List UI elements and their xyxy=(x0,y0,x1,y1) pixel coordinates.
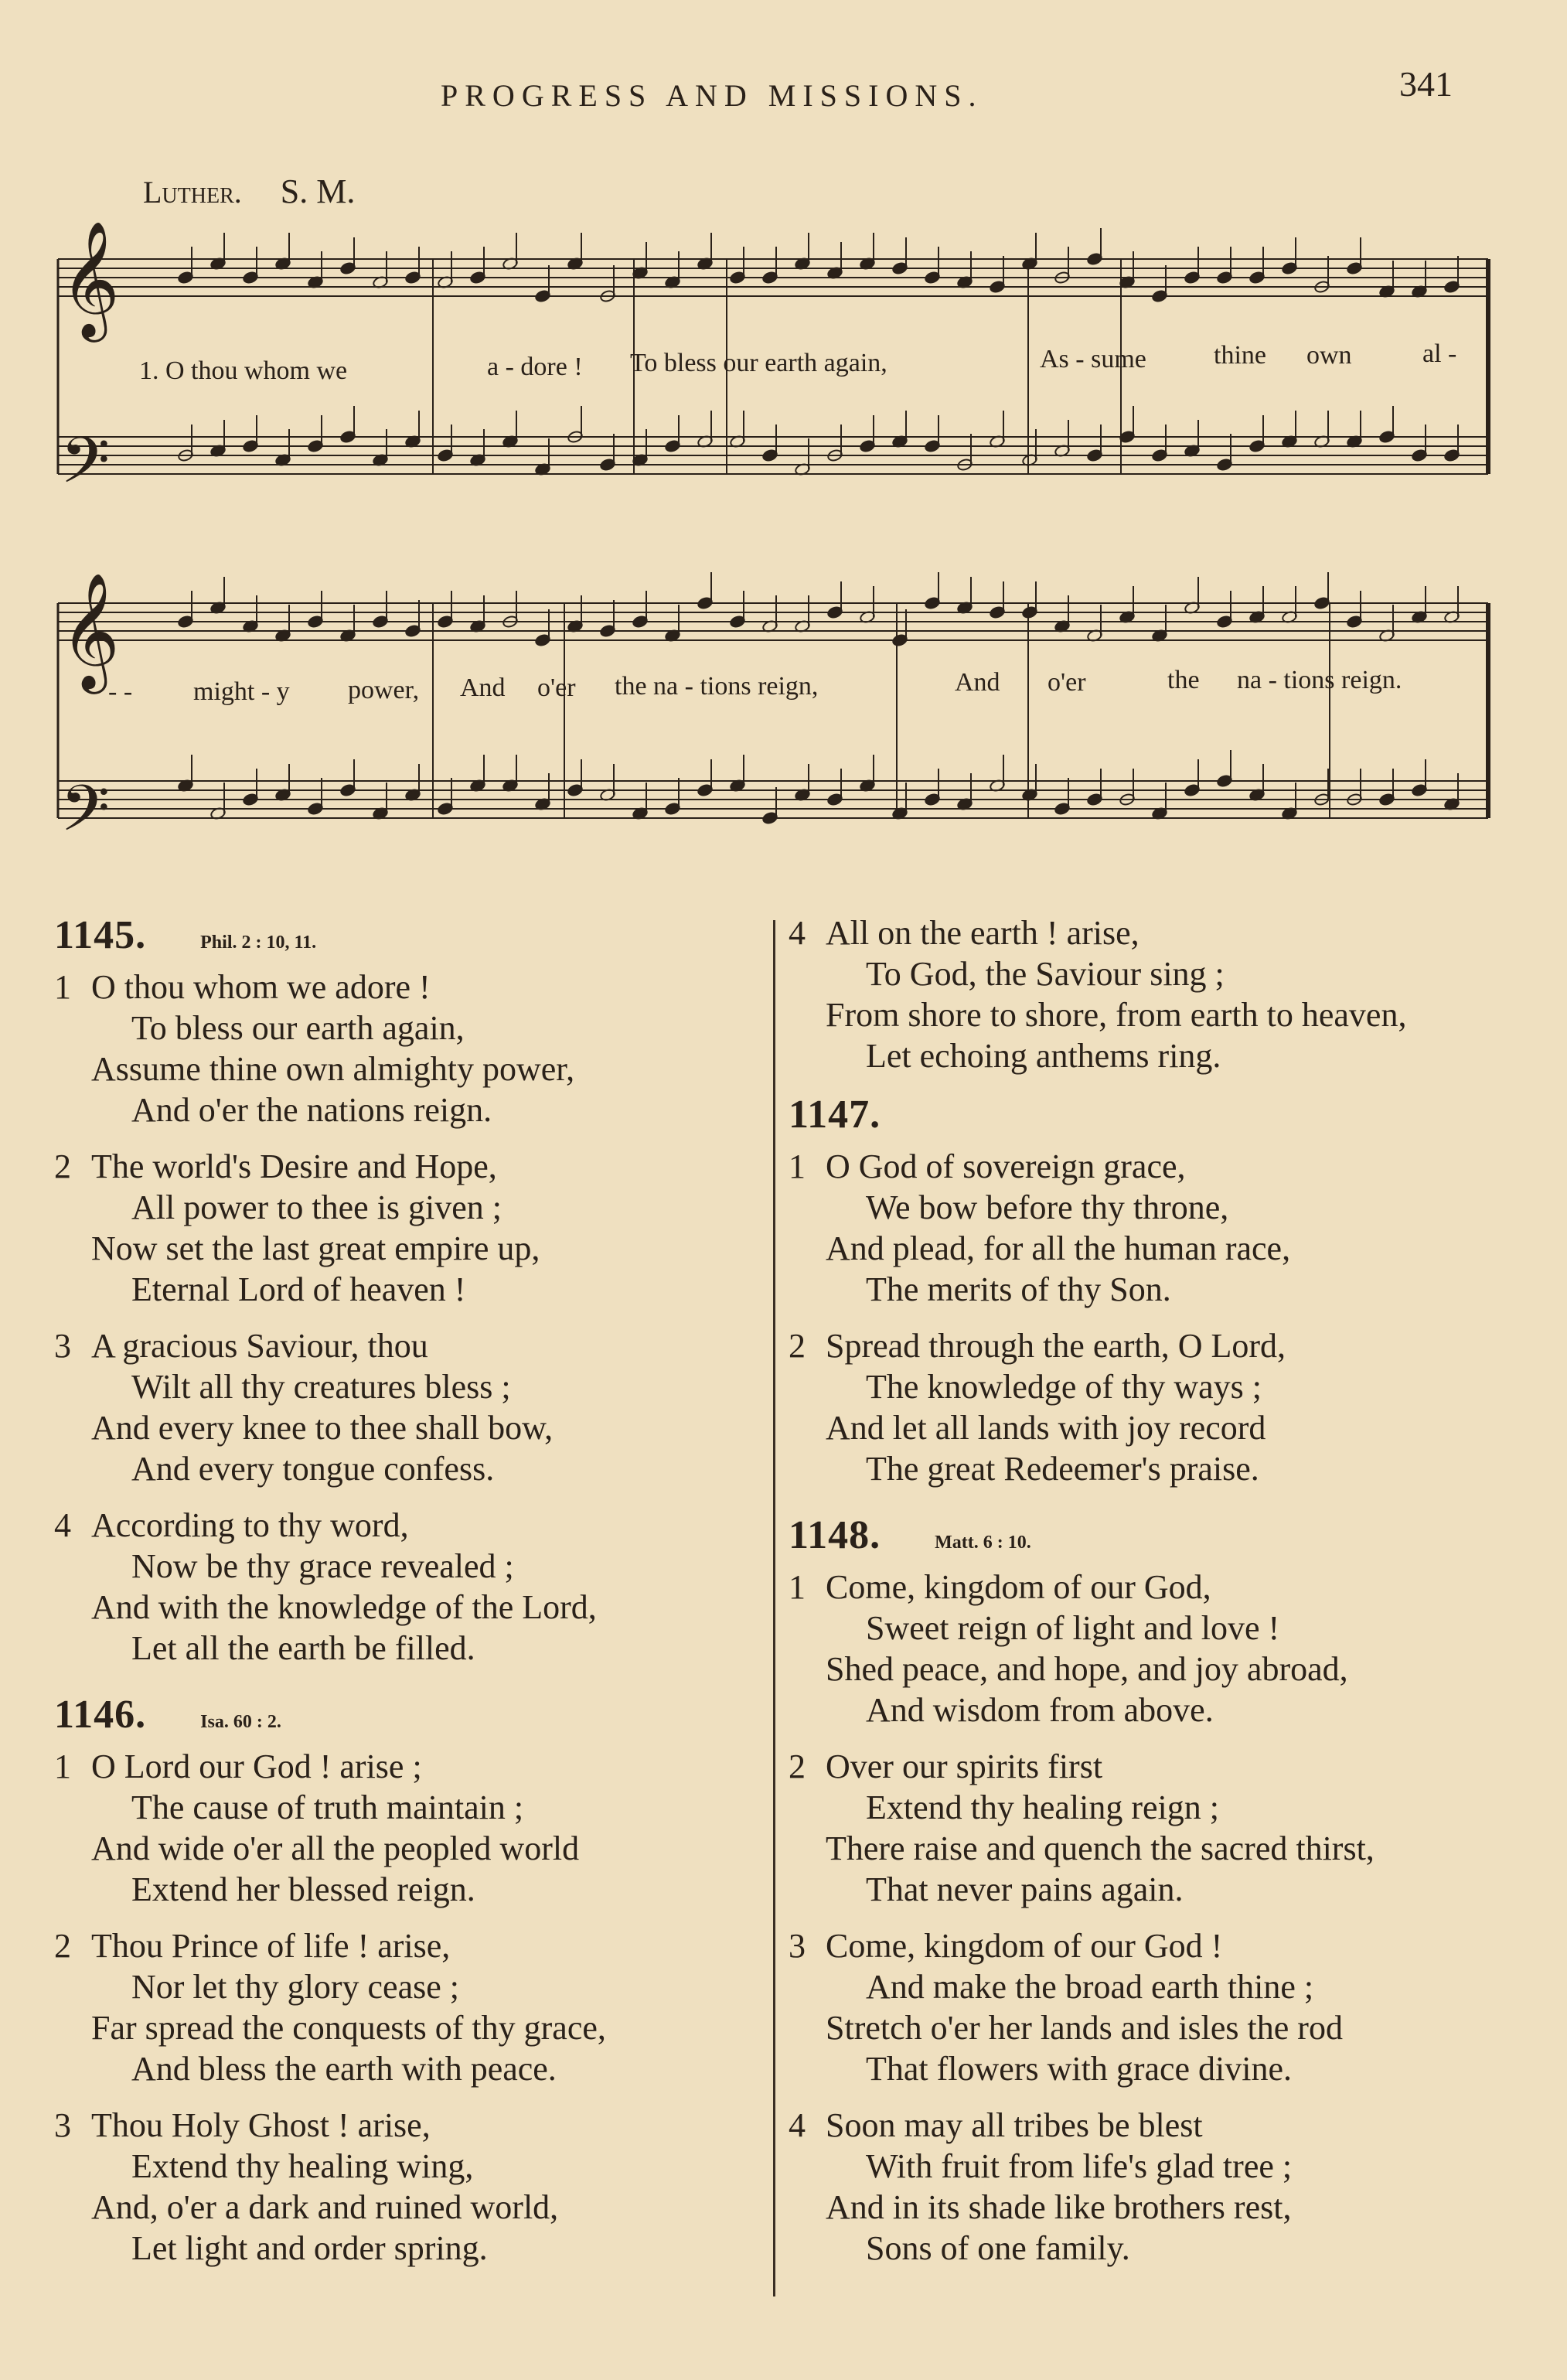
verse-number: 2 xyxy=(789,1747,806,1785)
hymn-line: Soon may all tribes be blest xyxy=(826,2106,1203,2144)
verse-number: 2 xyxy=(54,1147,71,1185)
stanza xyxy=(54,1925,765,2089)
lyric-syllable: 1. O thou whom we xyxy=(139,356,348,385)
hymn-line: Now set the last great empire up, xyxy=(91,1229,540,1267)
right-column xyxy=(789,912,1554,2284)
stanza xyxy=(54,1146,765,1310)
lyric-syllable: a - dore ! xyxy=(487,353,583,381)
hymn-header xyxy=(54,1692,765,1746)
svg-text:𝄞: 𝄞 xyxy=(60,571,120,689)
music-score xyxy=(0,0,1567,889)
hymn-line: Nor let thy glory cease ; xyxy=(131,1968,459,2006)
lyric-syllable: o'er xyxy=(1048,668,1086,697)
lyric-syllable: na - tions reign. xyxy=(1237,666,1402,694)
hymn-line: Let all the earth be filled. xyxy=(131,1629,475,1667)
hymn-line: That flowers with grace divine. xyxy=(866,2050,1293,2088)
stanza xyxy=(789,1746,1554,1910)
stanza xyxy=(54,1505,765,1669)
lyric-syllable: To bless our earth again, xyxy=(630,349,887,377)
hymn-line: Far spread the conquests of thy grace, xyxy=(91,2009,606,2047)
treble-clef-icon xyxy=(60,571,120,694)
hymn-line: Let echoing anthems ring. xyxy=(866,1037,1221,1075)
stanza xyxy=(789,2105,1554,2269)
lyric-syllable: And xyxy=(955,668,1000,697)
hymn-line: And plead, for all the human race, xyxy=(826,1229,1291,1267)
lyric-syllable: own xyxy=(1306,341,1352,370)
tune-meter: S. M. xyxy=(280,172,356,210)
stanza xyxy=(789,1146,1554,1310)
hymn-line: Extend her blessed reign. xyxy=(131,1870,475,1908)
hymn-number: 1146. xyxy=(54,1693,147,1737)
verse-number: 3 xyxy=(54,1327,71,1365)
hymn-line: Thou Prince of life ! arise, xyxy=(91,1927,451,1965)
hymn-line: The world's Desire and Hope, xyxy=(91,1147,497,1185)
stanza xyxy=(789,912,1554,1076)
hymn-header xyxy=(789,1512,1554,1567)
verse-number: 1 xyxy=(54,968,71,1006)
hymn-line: O Lord our God ! arise ; xyxy=(91,1747,422,1785)
svg-text:𝄢: 𝄢 xyxy=(60,771,111,861)
lyric-syllable: - - xyxy=(108,677,133,706)
lyric-syllable: power, xyxy=(348,676,420,704)
note-heads xyxy=(177,228,1460,825)
hymn-line: And with the knowledge of the Lord, xyxy=(91,1588,597,1626)
hymn-line: To God, the Saviour sing ; xyxy=(866,955,1225,993)
hymn-line: Extend thy healing reign ; xyxy=(866,1788,1219,1826)
stanza xyxy=(54,1746,765,1910)
running-title: PROGRESS AND MISSIONS. xyxy=(441,78,983,113)
hymn-line: And o'er the nations reign. xyxy=(131,1091,492,1129)
hymn-line: The cause of truth maintain ; xyxy=(131,1788,524,1826)
hymn-line: Over our spirits first xyxy=(826,1747,1103,1785)
hymn-line: Eternal Lord of heaven ! xyxy=(131,1270,466,1308)
bass-clef-icon xyxy=(60,423,110,513)
hymn-1146 xyxy=(54,1692,765,2269)
hymn-header xyxy=(54,912,765,967)
hymn-line: Shed peace, and hope, and joy abroad, xyxy=(826,1650,1348,1688)
lyric-syllable: As - sume xyxy=(1040,345,1146,373)
verse-number: 4 xyxy=(54,1506,71,1544)
hymn-line: All on the earth ! arise, xyxy=(826,914,1139,952)
verse-number: 2 xyxy=(789,1327,806,1365)
svg-text:𝄞: 𝄞 xyxy=(60,220,120,337)
hymn-line: The merits of thy Son. xyxy=(866,1270,1171,1308)
lyrics-system-2 xyxy=(108,666,1402,706)
hymn-line: O thou whom we adore ! xyxy=(91,968,431,1006)
lyric-syllable: thine xyxy=(1214,341,1266,370)
verse-number: 3 xyxy=(54,2106,71,2144)
hymn-line: That never pains again. xyxy=(866,1870,1184,1908)
hymn-1145 xyxy=(54,912,765,1669)
hymn-line: To bless our earth again, xyxy=(131,1009,465,1047)
stanza xyxy=(54,967,765,1130)
hymn-line: Sweet reign of light and love ! xyxy=(866,1609,1280,1647)
hymn-1147 xyxy=(789,1092,1554,1489)
scripture-reference: Phil. 2 : 10, 11. xyxy=(200,933,317,953)
hymn-line: Come, kingdom of our God ! xyxy=(826,1927,1223,1965)
hymn-line: And wide o'er all the peopled world xyxy=(91,1829,580,1867)
verse-number: 1 xyxy=(789,1147,806,1185)
hymn-number: 1145. xyxy=(54,913,147,957)
hymn-line: According to thy word, xyxy=(91,1506,409,1544)
hymn-line: Come, kingdom of our God, xyxy=(826,1568,1211,1606)
page-number: 341 xyxy=(1399,64,1453,104)
hymn-line: And let all lands with joy record xyxy=(826,1409,1266,1447)
verse-number: 2 xyxy=(54,1927,71,1965)
lyric-syllable: al - xyxy=(1422,339,1457,368)
tune-name: Luther. xyxy=(143,175,242,210)
stanza xyxy=(789,1325,1554,1489)
verse-number: 3 xyxy=(789,1927,806,1965)
hymn-number: 1147. xyxy=(789,1093,881,1137)
hymn-line: A gracious Saviour, thou xyxy=(91,1327,428,1365)
lyric-syllable: the na - tions reign, xyxy=(615,672,819,701)
hymn-line: Spread through the earth, O Lord, xyxy=(826,1327,1286,1365)
column-divider xyxy=(773,920,775,2296)
hymn-line: Extend thy healing wing, xyxy=(131,2147,474,2185)
hymn-1148 xyxy=(789,1512,1554,2269)
hymn-line: Let light and order spring. xyxy=(131,2229,488,2267)
verse-number: 1 xyxy=(789,1568,806,1606)
treble-clef-icon xyxy=(60,220,120,343)
verse-number: 4 xyxy=(789,2106,806,2144)
staff-lines xyxy=(58,259,1488,818)
verse-number: 1 xyxy=(54,1747,71,1785)
hymn-line: And make the broad earth thine ; xyxy=(866,1968,1314,2006)
hymn-line: With fruit from life's glad tree ; xyxy=(866,2147,1293,2185)
hymn-line: Sons of one family. xyxy=(866,2229,1130,2267)
hymn-line: Wilt all thy creatures bless ; xyxy=(131,1368,511,1406)
stanza xyxy=(54,1325,765,1489)
hymn-line: Now be thy grace revealed ; xyxy=(131,1547,514,1585)
bass-clef-icon xyxy=(60,771,110,861)
hymn-line: The great Redeemer's praise. xyxy=(866,1450,1259,1488)
stanza xyxy=(789,1925,1554,2089)
lyric-syllable: o'er xyxy=(537,673,576,702)
hymn-line: Thou Holy Ghost ! arise, xyxy=(91,2106,431,2144)
hymn-line: And every tongue confess. xyxy=(131,1450,495,1488)
svg-text:𝄢: 𝄢 xyxy=(60,423,111,513)
lyric-syllable: the xyxy=(1167,666,1200,694)
hymn-line: And every knee to thee shall bow, xyxy=(91,1409,554,1447)
hymn-line: And, o'er a dark and ruined world, xyxy=(91,2188,559,2226)
hymn-line: And in its shade like brothers rest, xyxy=(826,2188,1292,2226)
hymn-line: And wisdom from above. xyxy=(866,1691,1214,1729)
hymn-line: The knowledge of thy ways ; xyxy=(866,1368,1262,1406)
lyric-syllable: might - y xyxy=(193,677,290,706)
lyric-syllable: And xyxy=(460,673,506,702)
hymn-number: 1148. xyxy=(789,1513,881,1557)
hymn-line: O God of sovereign grace, xyxy=(826,1147,1186,1185)
hymn-line: We bow before thy throne, xyxy=(866,1188,1229,1226)
lyrics-system-1 xyxy=(139,339,1456,385)
hymn-line: And bless the earth with peace. xyxy=(131,2050,557,2088)
stanza xyxy=(789,1567,1554,1730)
verse-number: 4 xyxy=(789,914,806,952)
hymn-header xyxy=(789,1092,1554,1146)
hymn-line: Stretch o'er her lands and isles the rod xyxy=(826,2009,1343,2047)
stanza xyxy=(54,2105,765,2269)
scripture-reference: Isa. 60 : 2. xyxy=(200,1712,281,1732)
hymn-line: All power to thee is given ; xyxy=(131,1188,502,1226)
scripture-reference: Matt. 6 : 10. xyxy=(935,1533,1031,1553)
hymn-line: Assume thine own almighty power, xyxy=(91,1050,575,1088)
hymn-line: From shore to shore, from earth to heaven, xyxy=(826,996,1407,1034)
left-column xyxy=(54,912,765,2284)
hymn-line: There raise and quench the sacred thirst, xyxy=(826,1829,1375,1867)
